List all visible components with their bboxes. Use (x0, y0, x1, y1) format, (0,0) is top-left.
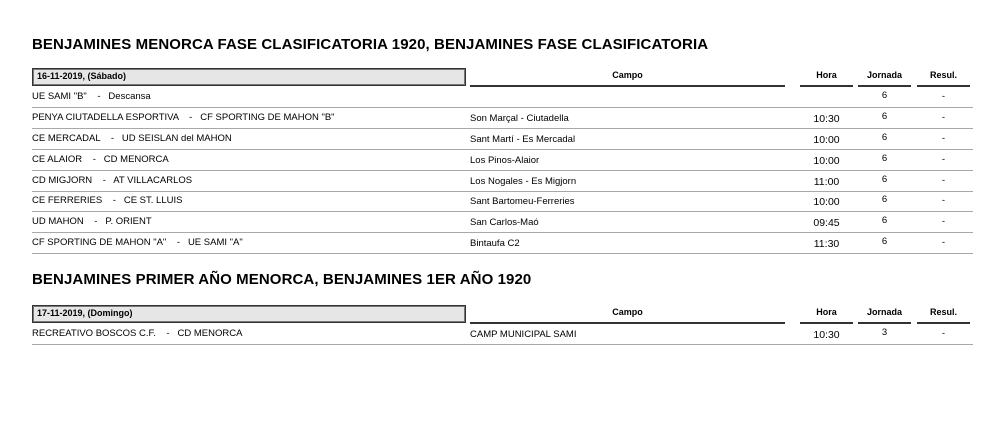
match-row (32, 150, 973, 171)
match-result: - (941, 328, 946, 339)
match-row (32, 324, 973, 345)
match-field: Los Pinos-Alaior (470, 155, 540, 166)
match-teams: RECREATIVO BOSCOS C.F. - CD MENORCA (32, 328, 243, 339)
match-time: 10:30 (813, 329, 840, 341)
match-row (32, 108, 973, 129)
match-teams: CE ALAIOR - CD MENORCA (32, 154, 169, 165)
column-header-jornada: Jornada (858, 305, 911, 324)
match-time: 10:00 (813, 155, 840, 167)
match-field: Bintaufa C2 (470, 238, 520, 249)
column-header-jornada: Jornada (858, 68, 911, 87)
date-label: 17-11-2019, (Domingo) (37, 308, 133, 318)
match-row (32, 212, 973, 233)
match-result: - (941, 112, 946, 123)
match-field: Son Marçal - Ciutadella (470, 113, 569, 124)
match-teams: CF SPORTING DE MAHON "A" - UE SAMI "A" (32, 237, 243, 248)
match-result: - (941, 195, 946, 206)
column-header-resul: Resul. (917, 305, 970, 324)
match-teams: CE FERRERIES - CE ST. LLUIS (32, 195, 183, 206)
column-header-hora: Hora (800, 305, 853, 324)
competition-title: BENJAMINES MENORCA FASE CLASIFICATORIA 1920, BENJAMINES FASE CLASIFICATORIA (32, 36, 709, 53)
match-round: 3 (881, 327, 888, 338)
match-round: 6 (881, 194, 888, 205)
match-round: 6 (881, 174, 888, 185)
column-header-campo: Campo (470, 68, 785, 87)
match-field: CAMP MUNICIPAL SAMI (470, 329, 577, 340)
table-header (32, 68, 974, 87)
match-round: 6 (881, 111, 888, 122)
competition-title: BENJAMINES PRIMER AÑO MENORCA, BENJAMINES 1ER AÑO 1920 (32, 271, 532, 288)
table-header (32, 305, 974, 324)
match-row (32, 171, 973, 192)
date-header (32, 68, 466, 86)
match-time: 11:00 (813, 176, 840, 188)
match-time: 09:45 (813, 217, 840, 229)
match-time: 11:30 (813, 238, 840, 250)
match-time: 10:30 (813, 113, 840, 125)
match-round: 6 (881, 215, 888, 226)
column-header-hora: Hora (800, 68, 853, 87)
date-header (32, 305, 466, 323)
match-result: - (941, 175, 946, 186)
match-result: - (941, 237, 946, 248)
match-time: 10:00 (813, 134, 840, 146)
match-result: - (941, 133, 946, 144)
match-teams: UD MAHON - P. ORIENT (32, 216, 152, 227)
match-row (32, 87, 973, 108)
match-round: 6 (881, 236, 888, 247)
match-teams: UE SAMI "B" - Descansa (32, 91, 151, 102)
match-result: - (941, 216, 946, 227)
match-field: Sant Bartomeu-Ferreries (470, 196, 575, 207)
match-row (32, 233, 973, 254)
match-teams: PENYA CIUTADELLA ESPORTIVA - CF SPORTING DE MAHON "B" (32, 112, 335, 123)
date-label: 16-11-2019, (Sábado) (37, 71, 127, 81)
match-field: Los Nogales - Es Migjorn (470, 176, 577, 187)
column-header-resul: Resul. (917, 68, 970, 87)
match-field: San Carlos-Maó (470, 217, 539, 228)
match-row (32, 191, 973, 212)
match-round: 6 (881, 132, 888, 143)
column-header-campo: Campo (470, 305, 785, 324)
match-result: - (941, 91, 946, 102)
match-teams: CD MIGJORN - AT VILLACARLOS (32, 175, 193, 186)
match-teams: CE MERCADAL - UD SEISLAN del MAHON (32, 133, 232, 144)
match-round: 6 (881, 90, 888, 101)
match-result: - (941, 154, 946, 165)
match-time: 10:00 (813, 196, 840, 208)
match-round: 6 (881, 153, 888, 164)
match-field: Sant Martí - Es Mercadal (470, 134, 576, 145)
match-row (32, 129, 973, 150)
